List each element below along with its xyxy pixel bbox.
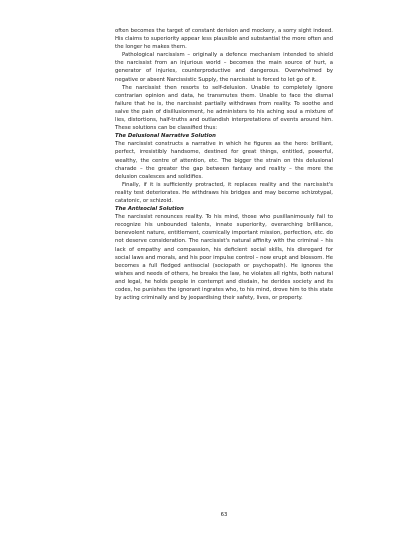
- section-heading-antisocial: The Antisocial Solution: [115, 206, 184, 213]
- paragraph-continuation: often becomes the target of constant derision and mockery, a sorry sight indeed. His claims to superiority appear less plausible and substantial the more often and the longer he makes them.: [115, 28, 333, 51]
- page-number: 63: [220, 512, 228, 518]
- paragraph-antisocial: The narcissist renounces reality. To his mind, those who pusillanimously fail to recognize his unbounded talents, innate superiority, overarching brilliance, benevolent nature, entitlement, cosmically important mission, perfection, etc. do not deserve consideration. The narcissist's natural affinity with the criminal – his lack of empathy and compassion, his deficient social skills, his disregard for social laws and morals, and his poor impulse control – now erupt and blossom. He becomes a full fledged antisocial (sociopath or psychopath). He ignores the wishes and needs of others, he breaks the law, he violates all rights, both natural and legal, he holds people in contempt and disdain, he derides society and its codes, he punishes the ignorant ingrates who, to his mind, drove him to this state by acting criminally and by jeopardising their safety, lives, or property.: [115, 214, 333, 302]
- page-body: [115, 27, 333, 302]
- paragraph-reality-test: Finally, if it is sufficiently protracted, it replaces reality and the narcissist's reality test deteriorates. He withdraws his bridges and may become schizotypal, catatonic, or schizoid.: [115, 181, 333, 204]
- paragraph-pathological-narcissism: Pathological narcissism – originally a defence mechanism intended to shield the narcissist from an injurious world – becomes the main source of hurt, a generator of injuries, counterproductive and dangerous. Overwhelmed by negative or absent Narcissistic Supply, the narcissist is forced to let go of it.: [115, 52, 333, 83]
- section-heading-delusional-narrative: The Delusional Narrative Solution: [115, 133, 216, 140]
- paragraph-delusional-narrative: The narcissist constructs a narrative in which he figures as the hero: brilliant, perfect, irresistibly handsome, destined for great things, entitled, powerful, wealthy, the centre of attention, etc. The bigger the strain on this delusional charade – the greater the gap between fantasy and reality – the more the delusion coalesces and solidifies.: [115, 141, 333, 180]
- paragraph-self-delusion: The narcissist then resorts to self-delusion. Unable to completely ignore contrarian opinion and data, he transmutes them. Unable to face the dismal failure that he is, the narcissist partially withdraws from reality. To soothe and salve the pain of disillusionment, he administers to his aching soul a mixture of lies, distortions, half-truths and outlandish interpretations of events around him. These solutions can be classified thus:: [115, 84, 333, 132]
